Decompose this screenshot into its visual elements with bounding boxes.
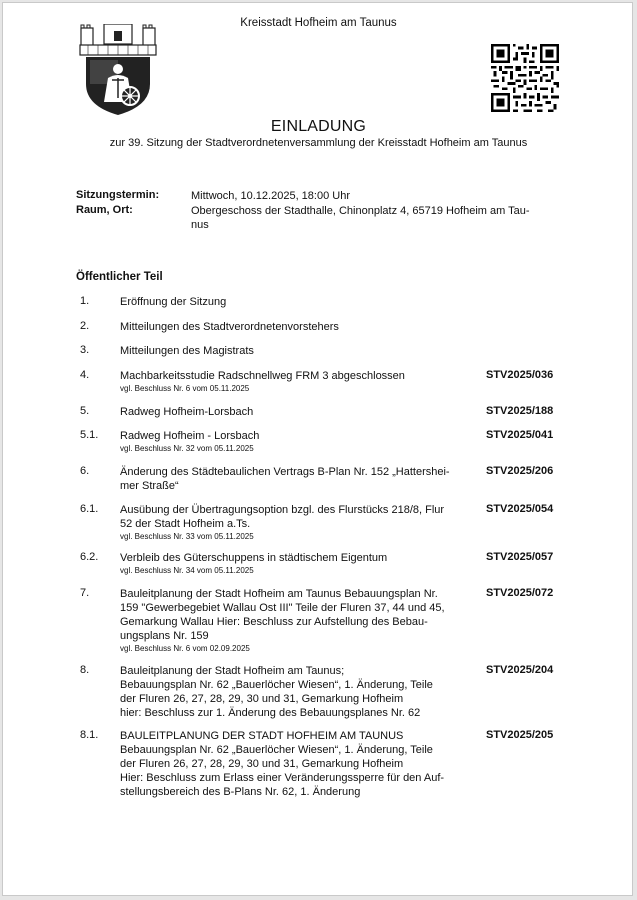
agenda-number: 5.	[80, 405, 90, 417]
agenda-line: Ausübung der Übertragungsoption bzgl. des Flurstücks 218/8, Flur	[120, 504, 445, 516]
meeting-date-value: Mittwoch, 10.12.2025, 18:00 Uhr	[191, 190, 350, 202]
agenda-reference: STV2025/205	[486, 729, 554, 741]
agenda-text	[120, 369, 478, 395]
agenda-number: 8.1.	[80, 729, 99, 741]
agenda-reference: STV2025/072	[486, 587, 554, 599]
agenda-reference: STV2025/041	[486, 429, 554, 441]
agenda-line: Mitteilungen des Magistrats	[120, 345, 254, 357]
agenda-line: der Fluren 26, 27, 28, 29, 30 und 31, Gemarkung Hofheim	[120, 758, 404, 770]
agenda-number: 4.	[80, 369, 90, 381]
agenda-text	[120, 503, 478, 543]
agenda-line: Mitteilungen des Stadtverordnetenvorstehers	[120, 321, 339, 333]
document-title: EINLADUNG	[270, 118, 367, 135]
location-line: nus	[191, 219, 209, 231]
agenda-line: Verbleib des Güterschuppens in städtischem Eigentum	[120, 552, 388, 564]
agenda-text	[120, 344, 478, 358]
qr-code-icon	[491, 44, 559, 112]
meeting-location-value	[191, 204, 561, 232]
agenda-number: 1.	[80, 295, 90, 307]
agenda-reference: STV2025/036	[486, 369, 554, 381]
agenda-note: vgl. Beschluss Nr. 34 vom 05.11.2025	[120, 566, 254, 575]
section-title: Öffentlicher Teil	[76, 271, 163, 283]
agenda-number: 8.	[80, 664, 90, 676]
agenda-note: vgl. Beschluss Nr. 33 vom 05.11.2025	[120, 532, 254, 541]
agenda-line: mer Straße“	[120, 480, 179, 492]
location-line: Obergeschoss der Stadthalle, Chinonplatz 4, 65719 Hofheim am Tau-	[191, 205, 530, 217]
agenda-reference: STV2025/206	[486, 465, 554, 477]
agenda-line: 52 der Stadt Hofheim a.Ts.	[120, 518, 251, 530]
agenda-line: Änderung des Städtebaulichen Vertrags B-Plan Nr. 152 „Hattershei-	[120, 466, 450, 478]
agenda-reference: STV2025/204	[486, 664, 554, 676]
agenda-line: Bebauungsplan Nr. 62 „Bauerlöcher Wiesen“, 1. Änderung, Teile	[120, 679, 433, 691]
agenda-text	[120, 295, 478, 309]
agenda-text	[120, 405, 478, 419]
agenda-line: Radweg Hofheim - Lorsbach	[120, 430, 260, 442]
agenda-note: vgl. Beschluss Nr. 6 vom 02.09.2025	[120, 644, 250, 653]
agenda-reference: STV2025/057	[486, 551, 554, 563]
agenda-number: 6.2.	[80, 551, 99, 563]
meeting-date-label: Sitzungstermin:	[76, 189, 160, 201]
agenda-text	[120, 320, 478, 334]
agenda-note: vgl. Beschluss Nr. 32 vom 05.11.2025	[120, 444, 254, 453]
document-subtitle: zur 39. Sitzung der Stadtverordnetenversammlung der Kreisstadt Hofheim am Taunus	[109, 137, 528, 149]
agenda-text	[120, 729, 478, 799]
agenda-reference: STV2025/188	[486, 405, 554, 417]
agenda-text	[120, 429, 478, 455]
agenda-line: BAULEITPLANUNG DER STADT HOFHEIM AM TAUNUS	[120, 730, 404, 742]
meeting-location-label: Raum, Ort:	[76, 204, 133, 216]
agenda-text	[120, 587, 478, 655]
agenda-number: 6.	[80, 465, 90, 477]
agenda-text	[120, 465, 478, 493]
agenda-number: 5.1.	[80, 429, 99, 441]
agenda-number: 2.	[80, 320, 90, 332]
agenda-line: Gemarkung Wallau Hier: Beschluss zur Aufstellung des Bebau-	[120, 616, 428, 628]
agenda-text	[120, 551, 478, 577]
agenda-note: vgl. Beschluss Nr. 6 vom 05.11.2025	[120, 384, 250, 393]
city-crest-icon	[78, 24, 158, 116]
agenda-line: Bauleitplanung der Stadt Hofheim am Taunus Bebauungsplan Nr.	[120, 588, 438, 600]
agenda-line: der Fluren 26, 27, 28, 29, 30 und 31, Gemarkung Hofheim	[120, 693, 404, 705]
agenda-number: 3.	[80, 344, 90, 356]
agenda-reference: STV2025/054	[486, 503, 554, 515]
agenda-line: Radweg Hofheim-Lorsbach	[120, 406, 254, 418]
agenda-line: 159 "Gewerbegebiet Wallau Ost III" Teile der Fluren 37, 44 und 45,	[120, 602, 445, 614]
agenda-number: 7.	[80, 587, 90, 599]
header-city: Kreisstadt Hofheim am Taunus	[240, 17, 397, 29]
agenda-text	[120, 664, 478, 720]
agenda-line: Eröffnung der Sitzung	[120, 296, 227, 308]
agenda-number: 6.1.	[80, 503, 99, 515]
agenda-line: Bauleitplanung der Stadt Hofheim am Taunus;	[120, 665, 345, 677]
agenda-line: ungsplans Nr. 159	[120, 630, 209, 642]
document-page	[2, 2, 633, 896]
agenda-line: Machbarkeitsstudie Radschnellweg FRM 3 abgeschlossen	[120, 370, 405, 382]
agenda-line: Bebauungsplan Nr. 62 „Bauerlöcher Wiesen“, 1. Änderung, Teile	[120, 744, 433, 756]
agenda-line: Hier: Beschluss zum Erlass einer Veränderungssperre für den Auf-	[120, 772, 445, 784]
agenda-line: hier: Beschluss zur 1. Änderung des Bebauungsplanes Nr. 62	[120, 707, 421, 719]
agenda-line: stellungsbereich des B-Plans Nr. 62, 1. Änderung	[120, 786, 361, 798]
